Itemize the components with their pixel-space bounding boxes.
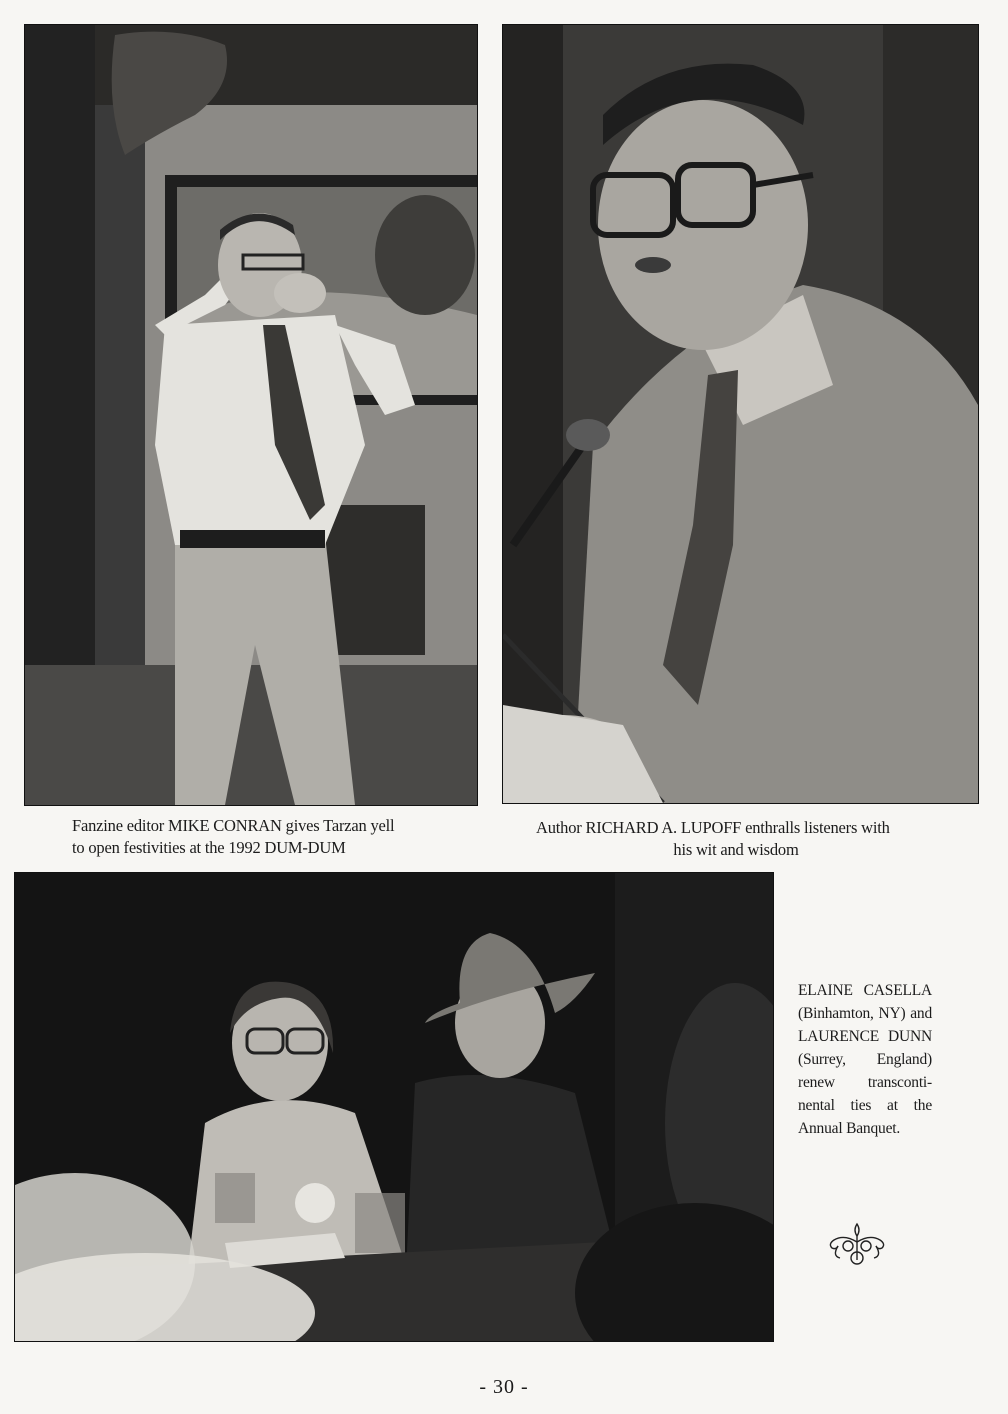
caption-mike-conran xyxy=(72,815,452,859)
photo-richard-lupoff xyxy=(502,24,979,804)
page-number: - 30 - xyxy=(479,1376,529,1398)
caption-banquet-line: (Binhamton, NY) and xyxy=(798,1005,932,1022)
caption-richard-lupoff-line-2: his wit and wisdom xyxy=(673,840,799,859)
caption-mike-conran-line-2: to open festivities at the 1992 DUM-DUM xyxy=(72,838,346,857)
caption-banquet-line: nental ties at the xyxy=(798,1097,932,1114)
photo-richard-lupoff-image xyxy=(503,25,978,803)
caption-banquet xyxy=(798,979,932,1140)
caption-banquet-line: ELAINE CASELLA xyxy=(798,982,932,999)
photo-banquet-image xyxy=(15,873,773,1341)
caption-richard-lupoff-line-1: Author RICHARD A. LUPOFF enthralls listeners with xyxy=(536,818,890,837)
caption-banquet-line: Annual Banquet. xyxy=(798,1120,901,1137)
caption-richard-lupoff xyxy=(536,817,936,861)
caption-banquet-line: renew transconti- xyxy=(798,1074,932,1091)
caption-banquet-line: LAURENCE DUNN xyxy=(798,1028,932,1045)
caption-banquet-line: (Surrey, England) xyxy=(798,1051,932,1068)
caption-mike-conran-line-1: Fanzine editor MIKE CONRAN gives Tarzan yell xyxy=(72,816,395,835)
decorative-ornament-icon xyxy=(826,1220,888,1268)
photo-mike-conran xyxy=(24,24,478,806)
photo-mike-conran-image xyxy=(25,25,477,805)
photo-banquet xyxy=(14,872,774,1342)
